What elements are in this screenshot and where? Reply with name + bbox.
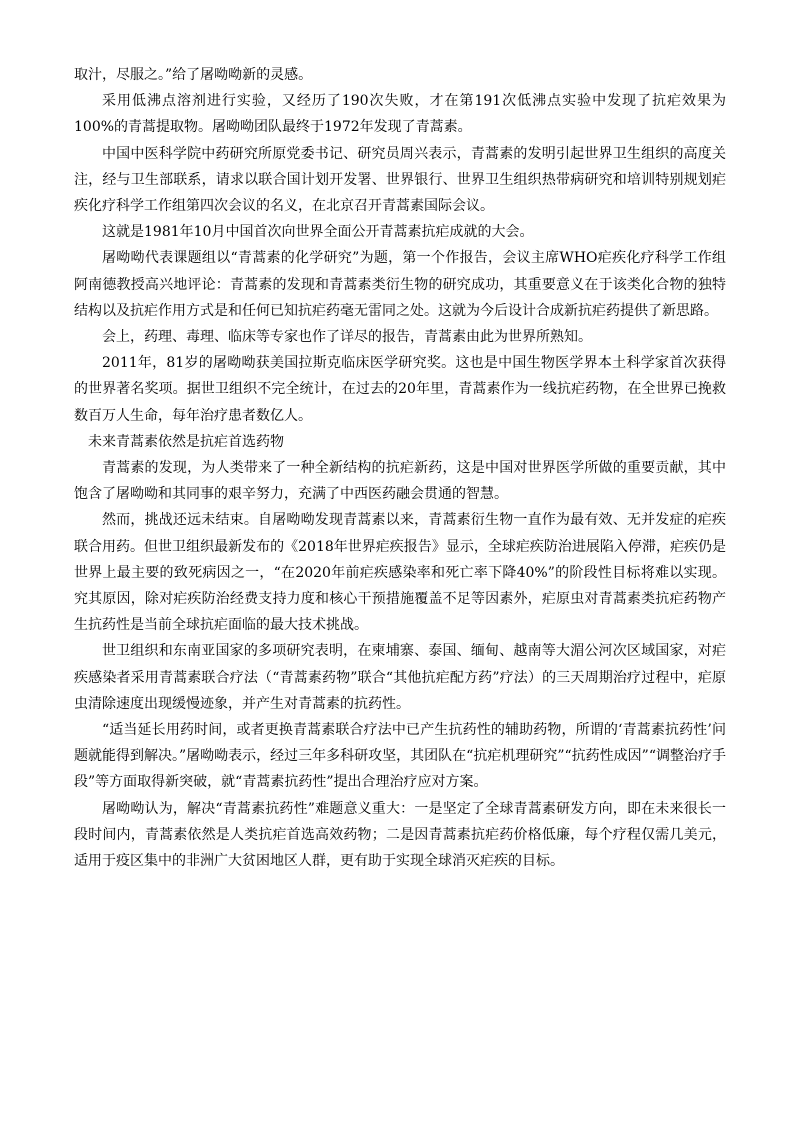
paragraph: “适当延长用药时间，或者更换青蒿素联合疗法中已产生抗药性的辅助药物，所谓的‘青蒿素抗药性’问题就能得到解决。”屠呦呦表示，经过三年多科研攻坚，其团队在“抗疟机理研究”“抗药性成因”“调整治疗手段”等方面取得新突破，就“青蒿素抗药性”提出合理治疗应对方案。 <box>74 722 726 791</box>
paragraph: 屠呦呦认为，解决“青蒿素抗药性”难题意义重大：一是坚定了全球青蒿素研发方向，即在未来很长一段时间内，青蒿素依然是人类抗疟首选高效药物；二是因青蒿素抗疟药价格低廉，每个疗程仅需几美元，适用于疫区集中的非洲广大贫困地区人群，更有助于实现全球消灭疟疾的目标。 <box>74 800 726 870</box>
paragraph: 取汁，尽服之。”给了屠呦呦新的灵感。 <box>74 67 313 83</box>
paragraph: 这就是1981年10月中国首次向世界全面公开青蒿素抗疟成就的大会。 <box>102 224 534 241</box>
paragraph: 采用低沸点溶剂进行实验，又经历了190次失败，才在第191次低沸点实验中发现了抗疟效果为100%的青蒿提取物。屠呦呦团队最终于1972年发现了青蒿素。 <box>74 93 726 136</box>
section-heading: 未来青蒿素依然是抗疟首选药物 <box>88 433 284 450</box>
paragraph: 屠呦呦代表课题组以“青蒿素的化学研究”为题，第一个作报告，会议主席WHO疟疾化疗科学工作组阿南德教授高兴地评论：青蒿素的发现和青蒿素类衍生物的研究成功，其重要意义在于该类化合物的独特结构以及抗疟作用方式是和任何已知抗疟药毫无雷同之处。这就为今后设计合成新抗疟药提供了新思路。 <box>74 250 726 319</box>
paragraph: 中国中医科学院中药研究所原党委书记、研究员周兴表示，青蒿素的发明引起世界卫生组织的高度关注，经与卫生部联系，请求以联合国计划开发署、世界银行、世界卫生组织热带病研究和培训特别规划疟疾化疗科学工作组第四次会议的名义，在北京召开青蒿素国际会议。 <box>74 145 726 215</box>
paragraph: 青蒿素的发现，为人类带来了一种全新结构的抗疟新药，这是中国对世界医学所做的重要贡献，其中饱含了屠呦呦和其同事的艰辛努力，充满了中西医药融会贯通的智慧。 <box>74 460 726 503</box>
article-body <box>74 62 726 874</box>
paragraph: 会上，药理、毒理、临床等专家也作了详尽的报告，青蒿素由此为世界所熟知。 <box>102 329 592 346</box>
paragraph: 世卫组织和东南亚国家的多项研究表明，在柬埔寨、泰国、缅甸、越南等大湄公河次区域国家，对疟疾感染者采用青蒿素联合疗法（“青蒿素药物”联合“其他抗疟配方药”疗法）的三天周期治疗过程中，疟原虫清除速度出现缓慢迹象，并产生对青蒿素的抗药性。 <box>74 643 726 712</box>
paragraph: 然而，挑战还远未结束。自屠呦呦发现青蒿素以来，青蒿素衍生物一直作为最有效、无并发症的疟疾联合用药。但世卫组织最新发布的《2018年世界疟疾报告》显示，全球疟疾防治进展陷入停滞，疟疾仍是世界上最主要的致死病因之一，“在2020年前疟疾感染率和死亡率下降40%”的阶段性目标将难以实现。究其原因，除对疟疾防治经费支持力度和核心干预措施覆盖不足等因素外，疟原虫对青蒿素类抗疟药物产生抗药性是当前全球抗疟面临的最大技术挑战。 <box>74 512 726 634</box>
paragraph: 2011年，81岁的屠呦呦获美国拉斯克临床医学研究奖。这也是中国生物医学界本土科学家首次获得的世界著名奖项。据世卫组织不完全统计，在过去的20年里，青蒿素作为一线抗疟药物，在全世界已挽救数百万人生命，每年治疗患者数亿人。 <box>74 355 726 424</box>
